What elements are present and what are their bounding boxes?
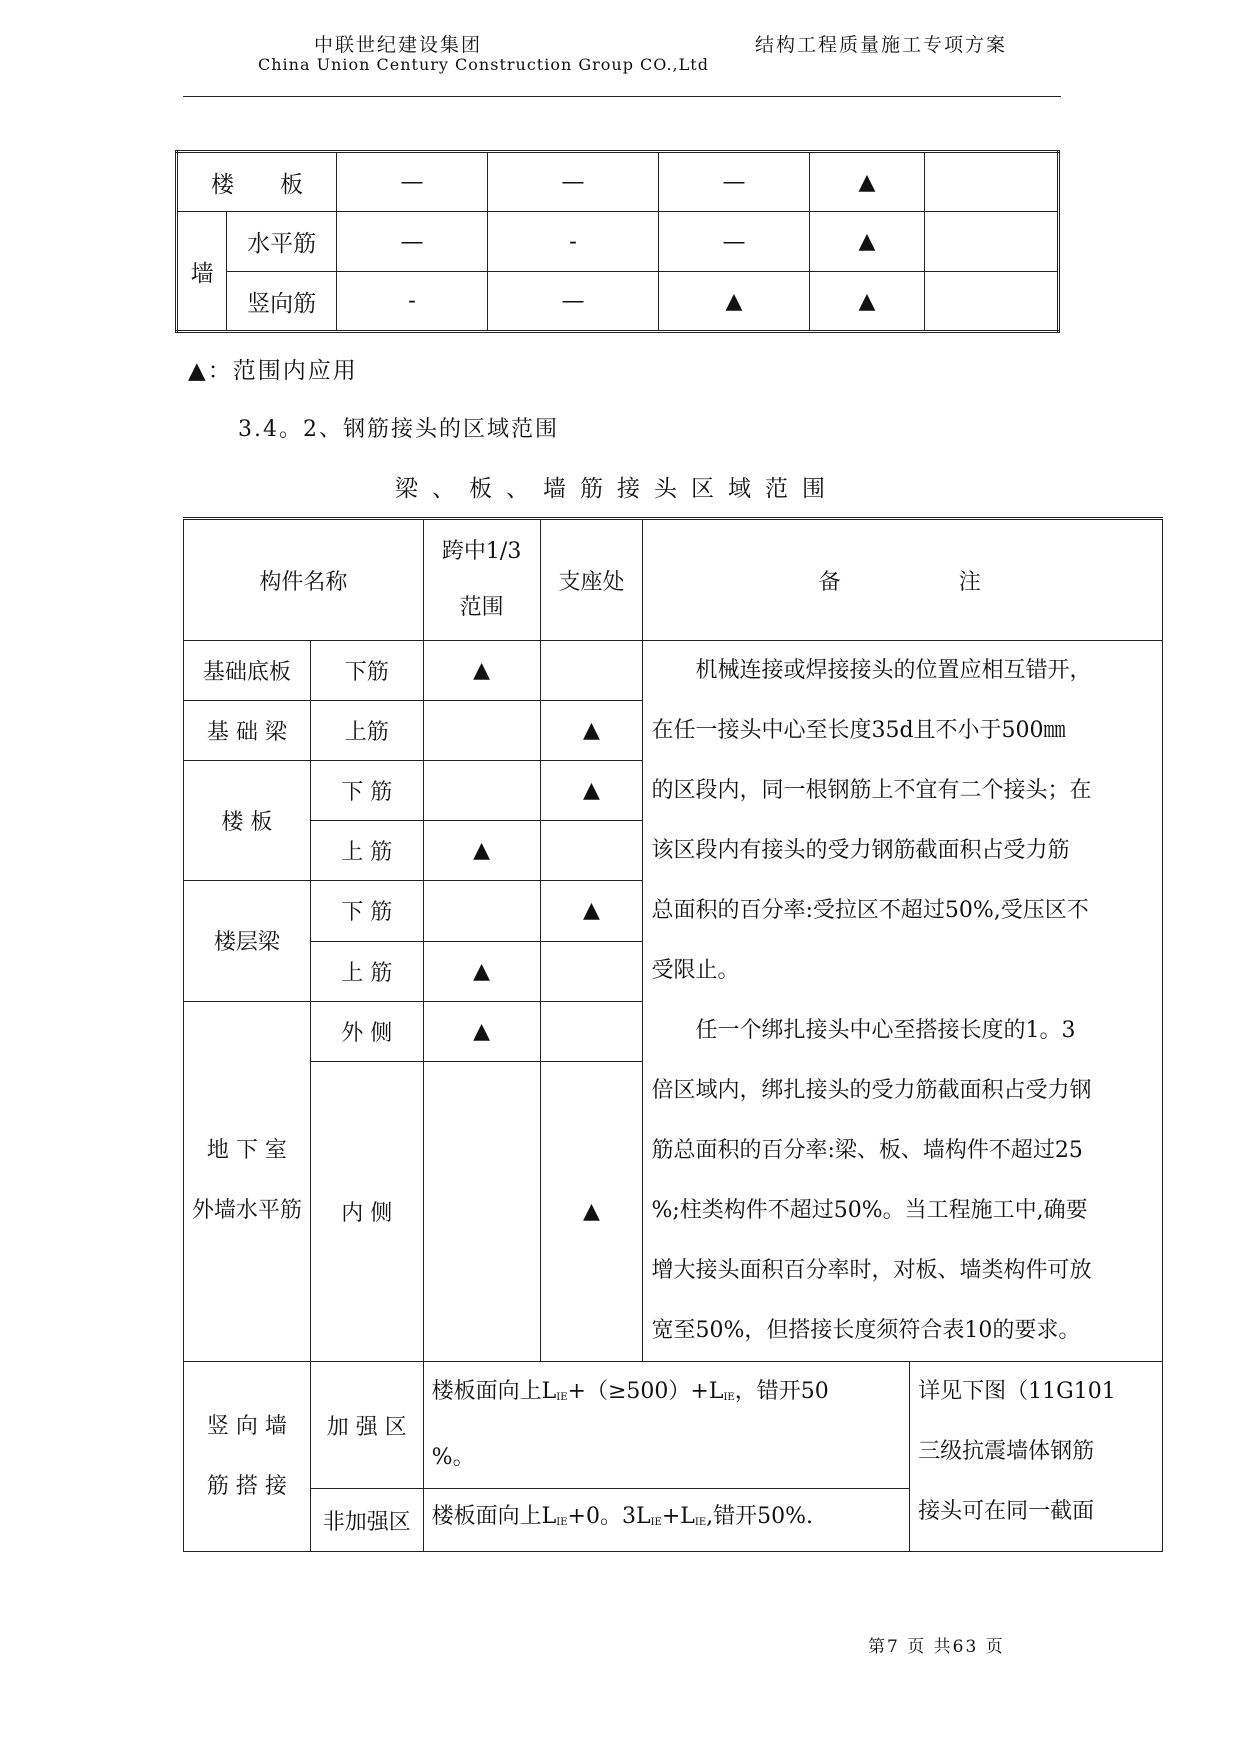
table-cell: - (337, 272, 488, 332)
header-remark: 备 注 (643, 519, 1163, 641)
reinforced-zone-text (423, 1362, 909, 1489)
header-rule (183, 96, 1061, 97)
group-label-line1: 竖 向 墙 (206, 1413, 287, 1439)
note-line: 任一个绑扎接头中心至搭接长度的1。3 (695, 1018, 1076, 1043)
note-fragment: 楼板面向上L (431, 1379, 557, 1404)
table-cell: — (659, 152, 810, 212)
subscript: IE (556, 1392, 568, 1403)
note-line: 详见下图（11G101 (918, 1379, 1116, 1404)
connection-method-table (175, 150, 1060, 333)
table-cell: ▲ (810, 272, 925, 332)
table-row (177, 152, 1059, 212)
sub-label: 内 侧 (310, 1061, 423, 1361)
page-number: 第7 页 共63 页 (868, 1637, 1005, 1657)
sub-label: 下 筋 (310, 761, 423, 821)
table-cell: — (337, 152, 488, 212)
table-row (177, 272, 1059, 332)
subscript: IE (694, 1517, 707, 1528)
sub-label: 上 筋 (310, 941, 423, 1001)
mark-cell: ▲ (540, 1061, 643, 1361)
group-label-line2: 筋 搭 接 (206, 1473, 287, 1499)
table-row (184, 641, 1163, 701)
table-header-row (184, 519, 1163, 641)
sub-label: 下 筋 (310, 881, 423, 941)
note-line: 宽至50%，但搭接长度须符合表10的要求。 (651, 1318, 1081, 1343)
company-name-cn: 中联世纪建设集团 (314, 34, 483, 56)
mark-cell: ▲ (423, 641, 540, 701)
side-note (910, 1362, 1163, 1552)
non-reinforced-zone-text (423, 1489, 909, 1552)
note-fragment: %。 (431, 1445, 475, 1470)
note-fragment: ，错开50 (734, 1379, 829, 1404)
splice-zone-table (183, 517, 1163, 1552)
empty-cell (540, 641, 643, 701)
table-cell: - (488, 212, 659, 272)
section-heading: 3.4。2、钢筋接头的区域范围 (238, 417, 559, 442)
empty-cell (540, 941, 643, 1001)
empty-cell (423, 761, 540, 821)
group-label: 基 础 梁 (184, 701, 311, 761)
table-caption: 梁、板、墙筋接头区域范围 (395, 476, 839, 502)
mark-cell: ▲ (540, 701, 643, 761)
sub-label: 外 侧 (310, 1001, 423, 1061)
group-label (184, 1001, 311, 1362)
table-cell: — (337, 212, 488, 272)
table-cell: ▲ (659, 272, 810, 332)
note-fragment: +0。3L (567, 1504, 651, 1529)
sub-label: 非加强区 (310, 1489, 423, 1552)
note-line: 在任一接头中心至长度35d且不小于500㎜ (651, 718, 1066, 743)
empty-cell (423, 881, 540, 941)
table-cell (925, 152, 1059, 212)
table-cell: ▲ (810, 212, 925, 272)
note-line: 的区段内，同一根钢筋上不宜有二个接头；在 (651, 778, 1092, 803)
note-line: 机械连接或焊接接头的位置应相互错开， (695, 658, 1092, 683)
group-label: 楼层梁 (184, 881, 311, 1001)
group-label-line1: 地 下 室 (206, 1138, 287, 1164)
empty-cell (423, 1061, 540, 1361)
remark-text (643, 641, 1163, 1362)
note-line: 三级抗震墙体钢筋 (918, 1439, 1095, 1464)
legend-text: ▲：范围内应用 (188, 358, 358, 384)
row-label: 楼 板 (177, 152, 337, 212)
subscript: IE (556, 1517, 568, 1528)
note-fragment: ,错开50%. (706, 1504, 814, 1529)
group-label: 墙 (177, 212, 227, 332)
row-label: 水平筋 (227, 212, 337, 272)
company-name-en: China Union Century Construction Group CO.,Ltd (258, 55, 709, 74)
empty-cell (423, 701, 540, 761)
note-line: 筋总面积的百分率:梁、板、墙构件不超过25 (651, 1138, 1083, 1163)
header-mid-line2: 范围 (459, 595, 504, 620)
group-label: 基础底板 (184, 641, 311, 701)
document-title: 结构工程质量施工专项方案 (755, 34, 1008, 56)
subscript: IE (723, 1392, 735, 1403)
mark-cell: ▲ (540, 881, 643, 941)
table-cell: — (659, 212, 810, 272)
header-name: 构件名称 (184, 519, 424, 641)
empty-cell (540, 1001, 643, 1061)
note-fragment: +（≥500）+L (567, 1379, 724, 1404)
table-row (184, 1362, 1163, 1426)
header-support: 支座处 (540, 519, 643, 641)
mark-cell: ▲ (423, 821, 540, 881)
mark-cell: ▲ (423, 1001, 540, 1061)
table-cell (925, 212, 1059, 272)
sub-label: 下筋 (310, 641, 423, 701)
sub-label: 上筋 (310, 701, 423, 761)
header-mid-line1: 跨中1/3 (441, 539, 522, 564)
row-label: 竖向筋 (227, 272, 337, 332)
note-line: 增大接头面积百分率时，对板、墙类构件可放 (651, 1258, 1092, 1283)
table-cell (925, 272, 1059, 332)
note-line: 总面积的百分率:受拉区不超过50%,受压区不 (651, 898, 1089, 923)
subscript: IE (650, 1517, 662, 1528)
note-fragment: 楼板面向上L (431, 1504, 557, 1529)
table-cell: — (488, 152, 659, 212)
note-line: %;柱类构件不超过50%。当工程施工中,确要 (651, 1198, 1088, 1223)
mark-cell: ▲ (540, 761, 643, 821)
group-label-line2: 外墙水平筋 (191, 1198, 302, 1224)
note-line: 受限止。 (651, 958, 740, 983)
header-mid (423, 519, 540, 641)
table-cell: ▲ (810, 152, 925, 212)
sub-label: 加 强 区 (310, 1362, 423, 1489)
sub-label: 上 筋 (310, 821, 423, 881)
group-label (184, 1362, 311, 1552)
table-row (177, 212, 1059, 272)
note-line: 倍区域内，绑扎接头的受力筋截面积占受力钢 (651, 1078, 1092, 1103)
empty-cell (540, 821, 643, 881)
note-fragment: +L (661, 1504, 695, 1529)
group-label: 楼 板 (184, 761, 311, 881)
note-line: 接头可在同一截面 (918, 1499, 1095, 1524)
table-cell: — (488, 272, 659, 332)
mark-cell: ▲ (423, 941, 540, 1001)
note-line: 该区段内有接头的受力钢筋截面积占受力筋 (651, 838, 1070, 863)
